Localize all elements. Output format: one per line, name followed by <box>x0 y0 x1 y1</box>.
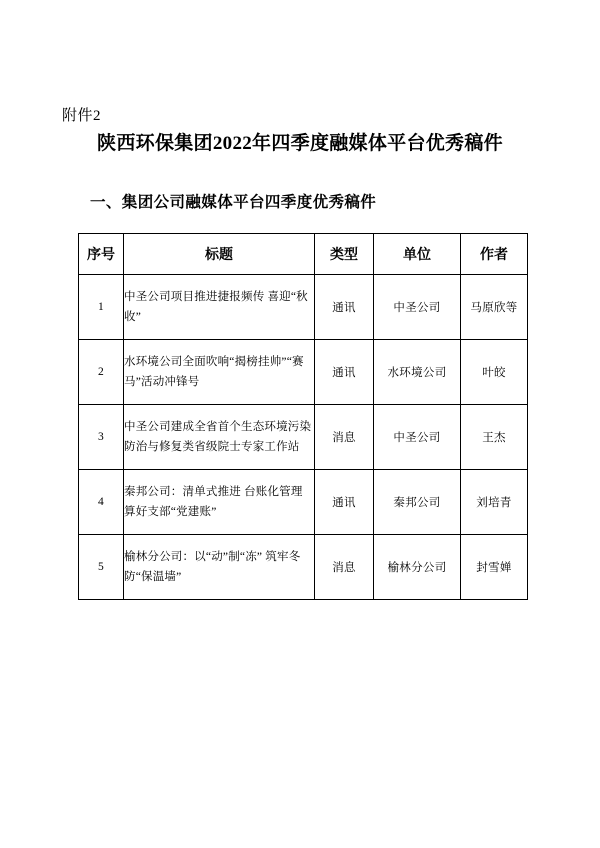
cell-author: 马原欣等 <box>461 275 528 340</box>
cell-no: 1 <box>79 275 124 340</box>
cell-type: 通讯 <box>315 340 374 405</box>
cell-author: 封雪婵 <box>461 535 528 600</box>
table-header <box>79 234 528 275</box>
column-header-no: 序号 <box>79 234 124 275</box>
cell-title: 水环境公司全面吹响“揭榜挂帅”“赛马”活动冲锋号 <box>124 340 315 405</box>
cell-unit: 水环境公司 <box>374 340 461 405</box>
table-row <box>79 535 528 600</box>
page-title: 陕西环保集团2022年四季度融媒体平台优秀稿件 <box>97 133 503 154</box>
cell-title: 秦邦公司：清单式推进 台账化管理 算好支部“党建账” <box>124 470 315 535</box>
cell-unit: 秦邦公司 <box>374 470 461 535</box>
column-header-author: 作者 <box>461 234 528 275</box>
cell-title: 榆林分公司：以“动”制“冻” 筑牢冬防“保温墙” <box>124 535 315 600</box>
table-body <box>79 275 528 600</box>
cell-type: 消息 <box>315 405 374 470</box>
articles-table-wrapper <box>78 233 522 600</box>
cell-title: 中圣公司项目推进捷报频传 喜迎“秋收” <box>124 275 315 340</box>
column-header-unit: 单位 <box>374 234 461 275</box>
section-title: 一、集团公司融媒体平台四季度优秀稿件 <box>90 194 377 211</box>
column-header-type: 类型 <box>315 234 374 275</box>
cell-author: 刘培青 <box>461 470 528 535</box>
cell-title: 中圣公司建成全省首个生态环境污染防治与修复类省级院士专家工作站 <box>124 405 315 470</box>
cell-no: 2 <box>79 340 124 405</box>
table-row <box>79 340 528 405</box>
cell-unit: 中圣公司 <box>374 405 461 470</box>
cell-no: 3 <box>79 405 124 470</box>
cell-type: 通讯 <box>315 275 374 340</box>
cell-no: 4 <box>79 470 124 535</box>
table-row <box>79 470 528 535</box>
table-row <box>79 405 528 470</box>
cell-type: 消息 <box>315 535 374 600</box>
cell-type: 通讯 <box>315 470 374 535</box>
cell-author: 叶皎 <box>461 340 528 405</box>
table-header-row <box>79 234 528 275</box>
articles-table <box>78 233 528 600</box>
table-row <box>79 275 528 340</box>
column-header-title: 标题 <box>124 234 315 275</box>
cell-unit: 榆林分公司 <box>374 535 461 600</box>
attachment-label: 附件2 <box>62 108 102 124</box>
cell-unit: 中圣公司 <box>374 275 461 340</box>
cell-author: 王杰 <box>461 405 528 470</box>
cell-no: 5 <box>79 535 124 600</box>
